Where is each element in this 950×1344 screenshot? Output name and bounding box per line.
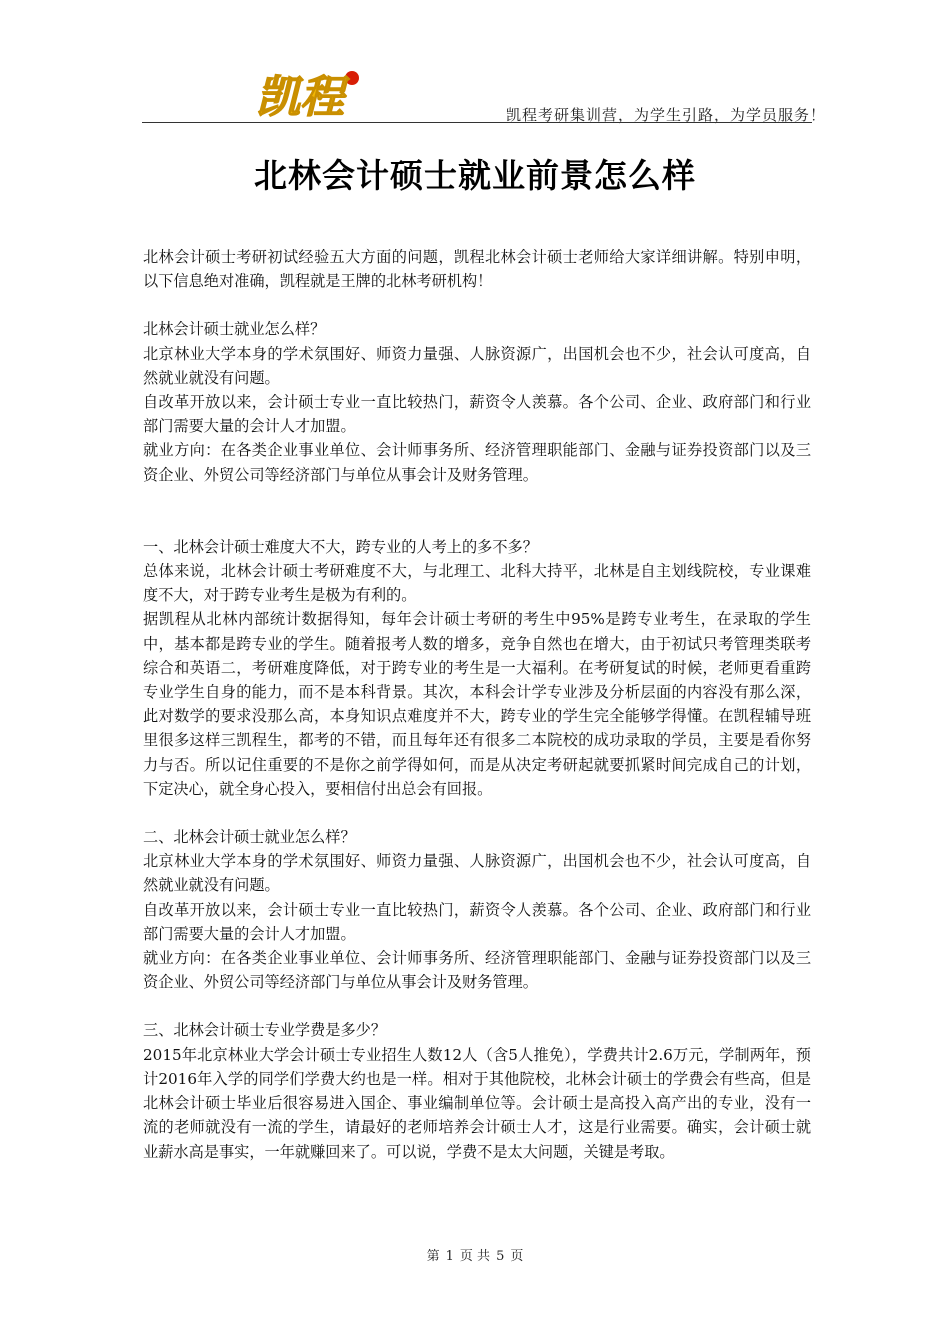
spacer	[143, 293, 811, 317]
document-body	[143, 245, 811, 1164]
page-title: 北林会计硕士就业前景怎么样	[254, 156, 696, 195]
section0-heading: 北林会计硕士就业怎么样？	[143, 320, 326, 339]
section0-paragraph-1: 北京林业大学本身的学术氛围好、师资力量强、人脉资源广，出国机会也不少，社会认可度高，自然就业就没有问题。	[143, 344, 811, 387]
section3-heading: 三、北林会计硕士专业学费是多少？	[143, 1021, 386, 1040]
section2-paragraph-3: 就业方向：在各类企业事业单位、会计师事务所、经济管理职能部门、金融与证券投资部门以及三资企业、外贸公司等经济部门与单位从事会计及财务管理。	[143, 949, 811, 992]
page-header	[142, 62, 827, 124]
page-mid-label: 页 共	[459, 1249, 491, 1264]
section2-heading: 二、北林会计硕士就业怎么样？	[143, 828, 356, 847]
section1-paragraph-2: 据凯程从北林内部统计数据得知，每年会计硕士考研的考生中95%是跨专业考生，在录取的学生中，基本都是跨专业的学生。随着报考人数的增多，竞争自然也在增大，由于初试只考管理类联考综合和英语二，考研难度降低，对于跨专业的考生是一大福利。在考研复试的时候，老师更看重跨专业学生自身的能力，而不是本科背景。其次，本科会计学专业涉及分析层面的内容没有那么深，此对数学的要求没那么高，本身知识点难度并不大，跨专业的学生完全能够学得懂。在凯程辅导班里很多这样三凯程生，都考的不错，而且每年还有很多二本院校的成功录取的学员，主要是看你努力与否。所以记住重要的不是你之前学得如何，而是从决定考研起就要抓紧时间完成自己的计划，下定决心，就全身心投入，要相信付出总会有回报。	[143, 610, 811, 798]
section2-paragraph-1: 北京林业大学本身的学术氛围好、师资力量强、人脉资源广，出国机会也不少，社会认可度高，自然就业就没有问题。	[143, 852, 811, 895]
section3-paragraph-1: 2015年北京林业大学会计硕士专业招生人数12人（含5人推免），学费共计2.6万元，学制两年，预计2016年入学的同学们学费大约也是一样。相对于其他院校，北林会计硕士的学费会有些高，但是北林会计硕士毕业后很容易进入国企、事业编制单位等。会计硕士是高投入高产出的专业，没有一流的老师就没有一流的学生，请最好的老师培养会计硕士人才，这是行业需要。确实，会计硕士就业薪水高是事实，一年就赚回来了。可以说，学费不是太大问题，关键是考取。	[143, 1045, 811, 1161]
page-label: 第	[426, 1249, 440, 1264]
page-footer	[0, 1245, 950, 1264]
intro-paragraph: 北林会计硕士考研初试经验五大方面的问题，凯程北林会计硕士老师给大家详细讲解。特别申明，以下信息绝对准确，凯程就是王牌的北林考研机构！	[143, 248, 811, 291]
section1-heading: 一、北林会计硕士难度大不大，跨专业的人考上的多不多？	[143, 537, 538, 556]
spacer	[143, 994, 811, 1018]
page-end-label: 页	[510, 1249, 524, 1264]
page-total: 5	[496, 1249, 505, 1264]
spacer	[143, 487, 811, 535]
section0-paragraph-3: 就业方向：在各类企业事业单位、会计师事务所、经济管理职能部门、金融与证券投资部门以及三资企业、外贸公司等经济部门与单位从事会计及财务管理。	[143, 441, 811, 484]
logo-text: 凯程	[256, 72, 344, 118]
kaicheng-logo	[254, 66, 362, 118]
spacer	[143, 801, 811, 825]
header-divider	[142, 122, 812, 123]
page-number: 1	[445, 1249, 454, 1264]
section2-paragraph-2: 自改革开放以来，会计硕士专业一直比较热门，薪资令人羡慕。各个公司、企业、政府部门和行业部门需要大量的会计人才加盟。	[143, 900, 811, 943]
section1-paragraph-1: 总体来说，北林会计硕士考研难度不大，与北理工、北科大持平，北林是自主划线院校，专业课难度不大，对于跨专业考生是极为有利的。	[143, 562, 811, 605]
section0-paragraph-2: 自改革开放以来，会计硕士专业一直比较热门，薪资令人羡慕。各个公司、企业、政府部门和行业部门需要大量的会计人才加盟。	[143, 393, 811, 436]
header-tagline: 凯程考研集训营，为学生引路，为学员服务！	[506, 106, 827, 124]
